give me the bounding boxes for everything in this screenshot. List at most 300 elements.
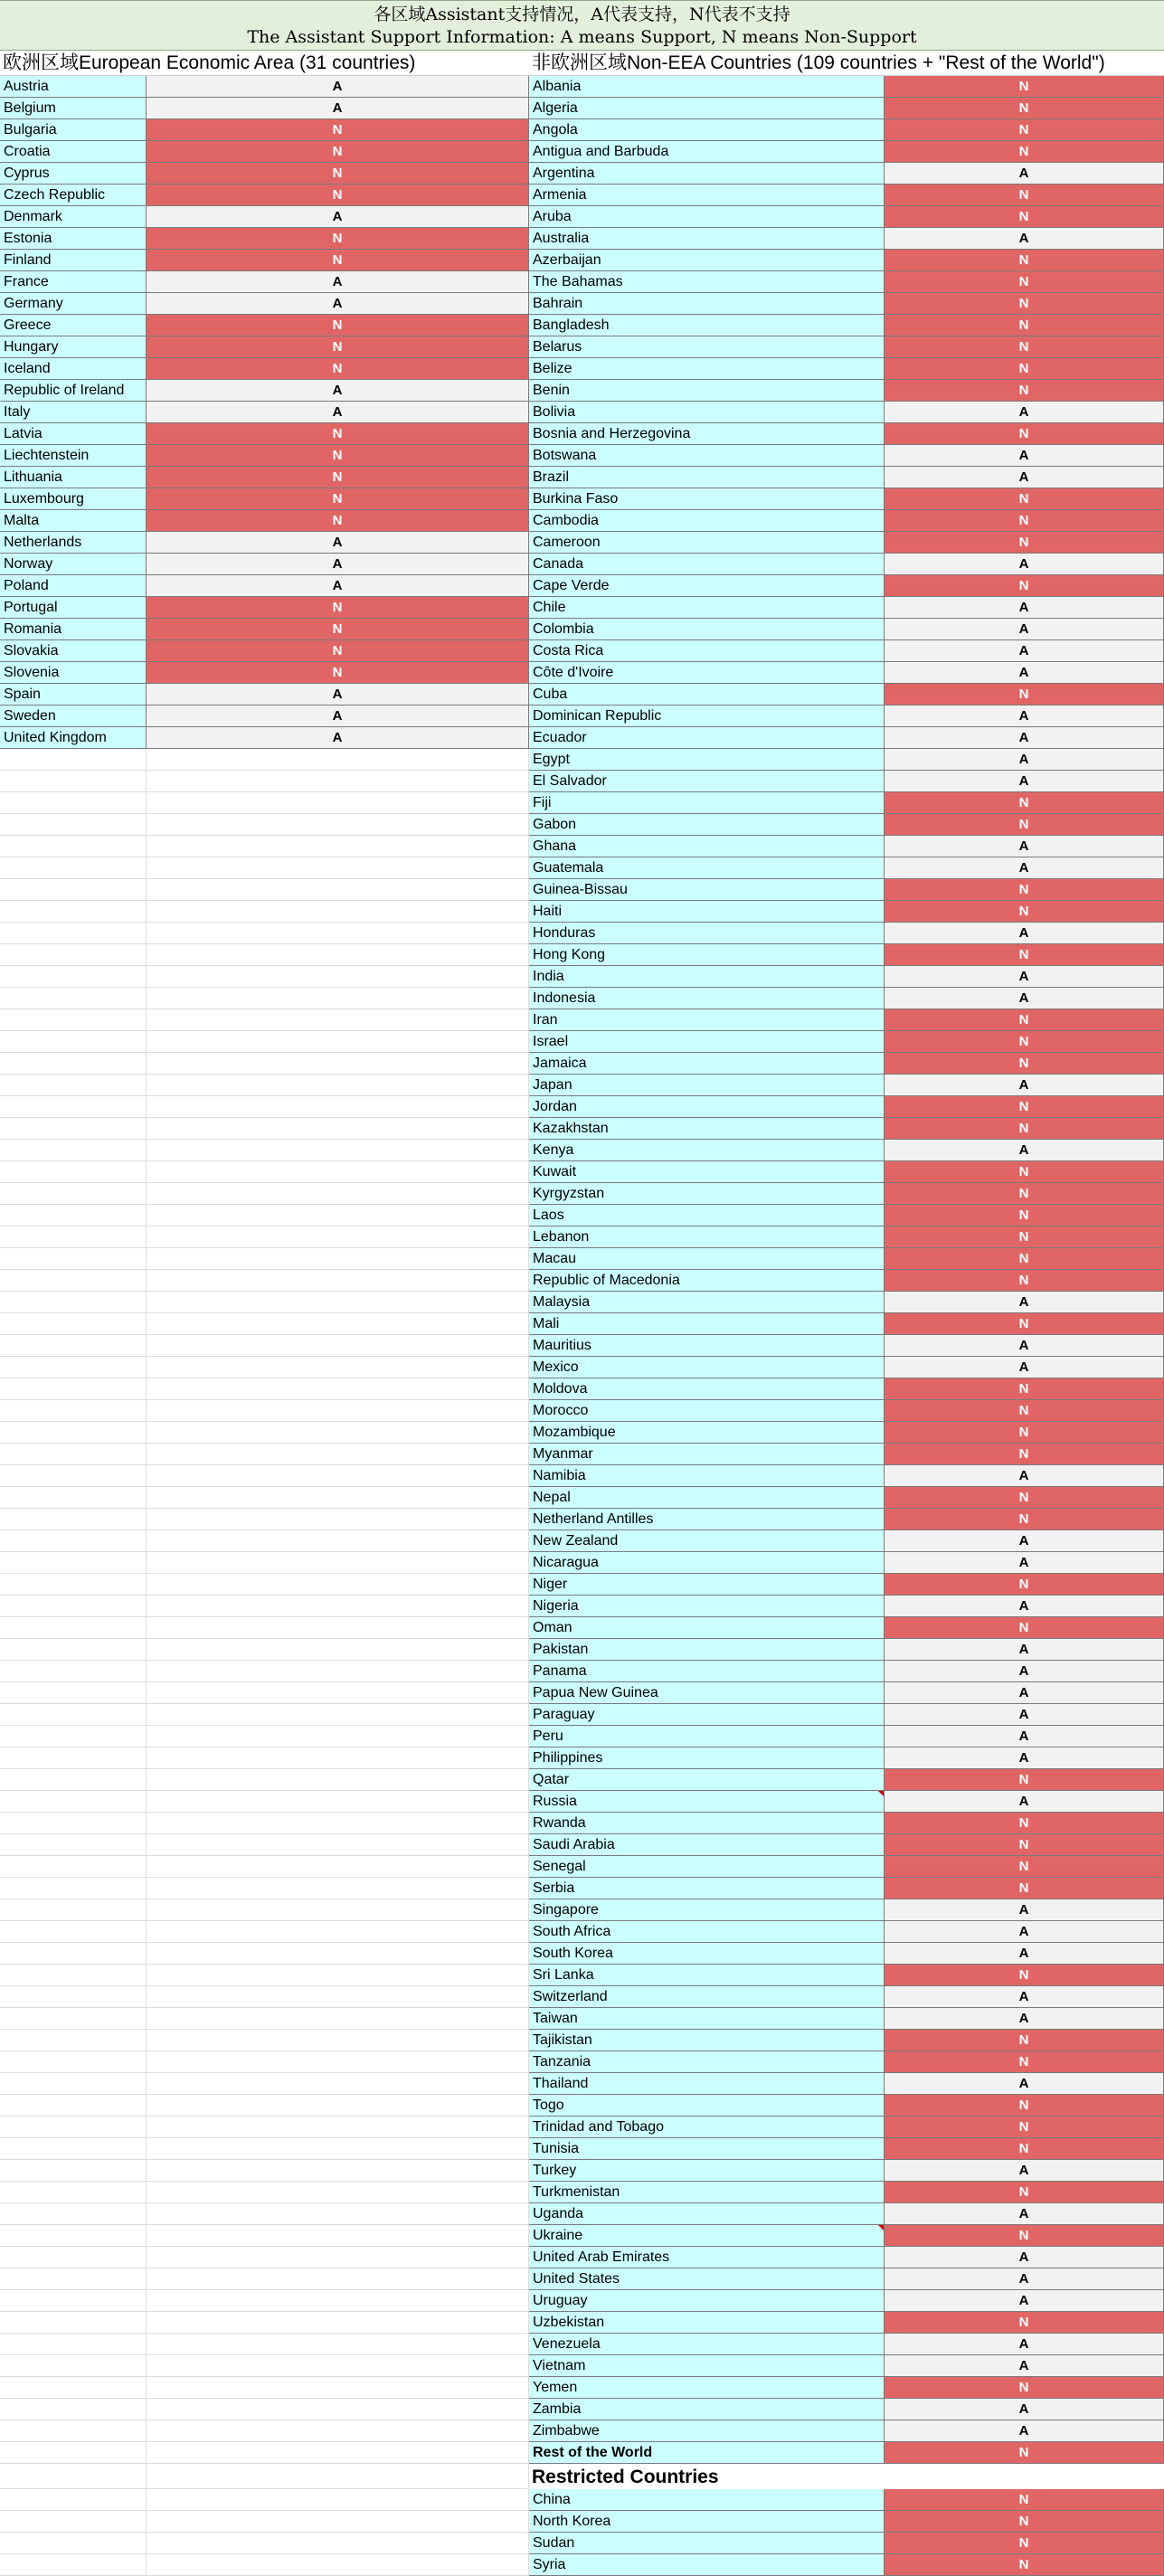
empty-cell[interactable]: [147, 1487, 529, 1509]
eea-status-cell[interactable]: N: [147, 662, 529, 684]
empty-cell[interactable]: [147, 1292, 529, 1313]
empty-cell[interactable]: [0, 2554, 147, 2576]
non-eea-status-cell[interactable]: N: [885, 1053, 1164, 1075]
non-eea-status-cell[interactable]: A: [885, 1292, 1164, 1313]
empty-cell[interactable]: [147, 1140, 529, 1161]
non-eea-status-cell[interactable]: A: [885, 1943, 1164, 1965]
non-eea-country-cell[interactable]: Brazil: [529, 467, 885, 488]
non-eea-status-cell[interactable]: N: [885, 1378, 1164, 1400]
non-eea-country-cell[interactable]: Mali: [529, 1313, 885, 1335]
non-eea-country-cell[interactable]: Moldova: [529, 1378, 885, 1400]
eea-country-cell[interactable]: United Kingdom: [0, 727, 147, 749]
non-eea-status-cell[interactable]: N: [885, 1856, 1164, 1878]
non-eea-status-cell[interactable]: A: [885, 1661, 1164, 1682]
eea-country-cell[interactable]: Germany: [0, 293, 147, 315]
empty-cell[interactable]: [0, 2138, 147, 2160]
non-eea-country-cell[interactable]: Ghana: [529, 836, 885, 857]
empty-cell[interactable]: [0, 1183, 147, 1205]
non-eea-status-cell[interactable]: A: [885, 1726, 1164, 1747]
non-eea-country-cell[interactable]: Costa Rica: [529, 640, 885, 662]
empty-cell[interactable]: [0, 1378, 147, 1400]
eea-status-cell[interactable]: A: [147, 271, 529, 293]
non-eea-country-cell[interactable]: Mozambique: [529, 1422, 885, 1444]
empty-cell[interactable]: [147, 2554, 529, 2576]
non-eea-status-cell[interactable]: N: [885, 1031, 1164, 1053]
non-eea-status-cell[interactable]: N: [885, 2117, 1164, 2138]
eea-status-cell[interactable]: A: [147, 706, 529, 727]
non-eea-country-cell[interactable]: Rwanda: [529, 1813, 885, 1834]
non-eea-status-cell[interactable]: N: [885, 1509, 1164, 1530]
comment-indicator-icon[interactable]: [878, 1791, 884, 1796]
empty-cell[interactable]: [147, 1791, 529, 1813]
eea-status-cell[interactable]: N: [147, 423, 529, 445]
non-eea-country-cell[interactable]: Republic of Macedonia: [529, 1270, 885, 1292]
non-eea-country-cell[interactable]: Armenia: [529, 185, 885, 206]
empty-cell[interactable]: [0, 2095, 147, 2117]
empty-cell[interactable]: [147, 2533, 529, 2554]
non-eea-status-cell[interactable]: A: [885, 1335, 1164, 1357]
empty-cell[interactable]: [0, 2533, 147, 2554]
empty-cell[interactable]: [147, 836, 529, 857]
non-eea-country-cell[interactable]: Singapore: [529, 1899, 885, 1921]
empty-cell[interactable]: [147, 1226, 529, 1248]
non-eea-country-cell[interactable]: Trinidad and Tobago: [529, 2117, 885, 2138]
empty-cell[interactable]: [147, 1096, 529, 1118]
eea-country-cell[interactable]: Greece: [0, 315, 147, 336]
empty-cell[interactable]: [0, 2008, 147, 2030]
non-eea-status-cell[interactable]: N: [885, 185, 1164, 206]
empty-cell[interactable]: [147, 1444, 529, 1465]
non-eea-country-cell[interactable]: Hong Kong: [529, 944, 885, 966]
empty-cell[interactable]: [0, 1009, 147, 1031]
non-eea-country-cell[interactable]: Yemen: [529, 2377, 885, 2399]
empty-cell[interactable]: [147, 2030, 529, 2051]
empty-cell[interactable]: [147, 1878, 529, 1899]
empty-cell[interactable]: [147, 1769, 529, 1791]
non-eea-status-cell[interactable]: A: [885, 445, 1164, 467]
non-eea-status-cell[interactable]: N: [885, 76, 1164, 98]
empty-cell[interactable]: [147, 1378, 529, 1400]
non-eea-country-cell[interactable]: Bangladesh: [529, 315, 885, 336]
empty-cell[interactable]: [147, 1270, 529, 1292]
empty-cell[interactable]: [0, 1530, 147, 1552]
non-eea-status-cell[interactable]: N: [885, 944, 1164, 966]
eea-status-cell[interactable]: A: [147, 293, 529, 315]
non-eea-country-cell[interactable]: Angola: [529, 119, 885, 141]
empty-cell[interactable]: [0, 1791, 147, 1813]
empty-cell[interactable]: [0, 1313, 147, 1335]
non-eea-country-cell[interactable]: Myanmar: [529, 1444, 885, 1465]
empty-cell[interactable]: [0, 2489, 147, 2511]
non-eea-status-cell[interactable]: A: [885, 966, 1164, 988]
non-eea-status-cell[interactable]: N: [885, 2051, 1164, 2073]
empty-cell[interactable]: [0, 1769, 147, 1791]
eea-status-cell[interactable]: N: [147, 315, 529, 336]
non-eea-status-cell[interactable]: N: [885, 271, 1164, 293]
non-eea-country-cell[interactable]: Egypt: [529, 749, 885, 771]
non-eea-country-cell[interactable]: New Zealand: [529, 1530, 885, 1552]
empty-cell[interactable]: [147, 1400, 529, 1422]
empty-cell[interactable]: [0, 2377, 147, 2399]
empty-cell[interactable]: [0, 1878, 147, 1899]
non-eea-status-cell[interactable]: A: [885, 1921, 1164, 1943]
empty-cell[interactable]: [0, 2290, 147, 2312]
non-eea-country-cell[interactable]: Benin: [529, 380, 885, 402]
eea-status-cell[interactable]: A: [147, 575, 529, 597]
empty-cell[interactable]: [147, 857, 529, 879]
non-eea-status-cell[interactable]: N: [885, 575, 1164, 597]
empty-cell[interactable]: [0, 2442, 147, 2464]
non-eea-country-cell[interactable]: Macau: [529, 1248, 885, 1270]
non-eea-status-cell[interactable]: A: [885, 2268, 1164, 2290]
empty-cell[interactable]: [147, 1943, 529, 1965]
non-eea-status-cell[interactable]: N: [885, 1574, 1164, 1596]
non-eea-country-cell[interactable]: Albania: [529, 76, 885, 98]
non-eea-status-cell[interactable]: A: [885, 1747, 1164, 1769]
non-eea-country-cell[interactable]: Jordan: [529, 1096, 885, 1118]
eea-country-cell[interactable]: Denmark: [0, 206, 147, 228]
non-eea-status-cell[interactable]: A: [885, 1465, 1164, 1487]
empty-cell[interactable]: [0, 1899, 147, 1921]
non-eea-country-cell[interactable]: Jamaica: [529, 1053, 885, 1075]
empty-cell[interactable]: [0, 1726, 147, 1747]
non-eea-status-cell[interactable]: N: [885, 1400, 1164, 1422]
empty-cell[interactable]: [0, 1075, 147, 1096]
empty-cell[interactable]: [0, 1965, 147, 1986]
non-eea-country-cell[interactable]: Uruguay: [529, 2290, 885, 2312]
non-eea-status-cell[interactable]: N: [885, 1226, 1164, 1248]
non-eea-status-cell[interactable]: N: [885, 2442, 1164, 2464]
empty-cell[interactable]: [0, 1509, 147, 1530]
non-eea-status-cell[interactable]: A: [885, 1639, 1164, 1661]
empty-cell[interactable]: [147, 1357, 529, 1378]
empty-cell[interactable]: [147, 1552, 529, 1574]
non-eea-status-cell[interactable]: A: [885, 1075, 1164, 1096]
empty-cell[interactable]: [0, 1813, 147, 1834]
non-eea-status-cell[interactable]: N: [885, 2030, 1164, 2051]
empty-cell[interactable]: [0, 1552, 147, 1574]
eea-country-cell[interactable]: Lithuania: [0, 467, 147, 488]
eea-country-cell[interactable]: Bulgaria: [0, 119, 147, 141]
non-eea-status-cell[interactable]: A: [885, 2355, 1164, 2377]
empty-cell[interactable]: [147, 1921, 529, 1943]
eea-country-cell[interactable]: Italy: [0, 402, 147, 423]
non-eea-country-cell[interactable]: Ecuador: [529, 727, 885, 749]
empty-cell[interactable]: [147, 2051, 529, 2073]
eea-status-cell[interactable]: A: [147, 554, 529, 575]
non-eea-country-cell[interactable]: Rest of the World: [529, 2442, 885, 2464]
eea-country-cell[interactable]: Croatia: [0, 141, 147, 163]
empty-cell[interactable]: [147, 1183, 529, 1205]
empty-cell[interactable]: [0, 1292, 147, 1313]
empty-cell[interactable]: [147, 1682, 529, 1704]
non-eea-status-cell[interactable]: A: [885, 1140, 1164, 1161]
empty-cell[interactable]: [147, 1053, 529, 1075]
non-eea-country-cell[interactable]: Taiwan: [529, 2008, 885, 2030]
empty-cell[interactable]: [0, 901, 147, 923]
non-eea-country-cell[interactable]: Cameroon: [529, 532, 885, 554]
eea-status-cell[interactable]: N: [147, 467, 529, 488]
non-eea-country-cell[interactable]: Indonesia: [529, 988, 885, 1009]
empty-cell[interactable]: [147, 814, 529, 836]
non-eea-status-cell[interactable]: N: [885, 1965, 1164, 1986]
eea-status-cell[interactable]: N: [147, 619, 529, 640]
empty-cell[interactable]: [147, 1726, 529, 1747]
eea-status-cell[interactable]: N: [147, 445, 529, 467]
empty-cell[interactable]: [0, 1140, 147, 1161]
empty-cell[interactable]: [0, 1444, 147, 1465]
empty-cell[interactable]: [0, 2182, 147, 2203]
non-eea-country-cell[interactable]: El Salvador: [529, 771, 885, 792]
non-eea-status-cell[interactable]: N: [885, 119, 1164, 141]
eea-status-cell[interactable]: N: [147, 640, 529, 662]
non-eea-country-cell[interactable]: Bolivia: [529, 402, 885, 423]
empty-cell[interactable]: [147, 2464, 529, 2489]
eea-status-cell[interactable]: A: [147, 76, 529, 98]
eea-country-cell[interactable]: France: [0, 271, 147, 293]
eea-country-cell[interactable]: Republic of Ireland: [0, 380, 147, 402]
non-eea-status-cell[interactable]: A: [885, 2160, 1164, 2182]
non-eea-country-cell[interactable]: Tajikistan: [529, 2030, 885, 2051]
empty-cell[interactable]: [0, 2117, 147, 2138]
non-eea-status-cell[interactable]: N: [885, 2377, 1164, 2399]
empty-cell[interactable]: [147, 2377, 529, 2399]
empty-cell[interactable]: [147, 1031, 529, 1053]
eea-status-cell[interactable]: N: [147, 510, 529, 532]
non-eea-country-cell[interactable]: Peru: [529, 1726, 885, 1747]
restricted-header[interactable]: Restricted Countries: [529, 2464, 1164, 2489]
non-eea-country-cell[interactable]: Senegal: [529, 1856, 885, 1878]
empty-cell[interactable]: [147, 879, 529, 901]
empty-cell[interactable]: [147, 2511, 529, 2533]
non-eea-status-cell[interactable]: N: [885, 901, 1164, 923]
empty-cell[interactable]: [147, 1596, 529, 1617]
eea-country-cell[interactable]: Norway: [0, 554, 147, 575]
empty-cell[interactable]: [0, 879, 147, 901]
non-eea-status-cell[interactable]: N: [885, 2225, 1164, 2247]
eea-status-cell[interactable]: A: [147, 206, 529, 228]
eea-status-cell[interactable]: N: [147, 488, 529, 510]
non-eea-status-cell[interactable]: N: [885, 1248, 1164, 1270]
empty-cell[interactable]: [0, 2247, 147, 2268]
eea-country-cell[interactable]: Belgium: [0, 98, 147, 119]
non-eea-country-cell[interactable]: Dominican Republic: [529, 706, 885, 727]
non-eea-country-cell[interactable]: Nigeria: [529, 1596, 885, 1617]
non-eea-country-cell[interactable]: Cuba: [529, 684, 885, 706]
eea-country-cell[interactable]: Sweden: [0, 706, 147, 727]
restricted-country-cell[interactable]: Sudan: [529, 2533, 885, 2554]
non-eea-status-cell[interactable]: N: [885, 2095, 1164, 2117]
non-eea-status-cell[interactable]: N: [885, 2312, 1164, 2334]
eea-country-cell[interactable]: Czech Republic: [0, 185, 147, 206]
non-eea-status-cell[interactable]: N: [885, 1270, 1164, 1292]
non-eea-country-cell[interactable]: Bahrain: [529, 293, 885, 315]
non-eea-status-cell[interactable]: N: [885, 1834, 1164, 1856]
empty-cell[interactable]: [147, 1205, 529, 1226]
empty-cell[interactable]: [0, 836, 147, 857]
eea-status-cell[interactable]: N: [147, 597, 529, 619]
non-eea-country-cell[interactable]: Burkina Faso: [529, 488, 885, 510]
eea-country-cell[interactable]: Portugal: [0, 597, 147, 619]
eea-status-cell[interactable]: A: [147, 380, 529, 402]
eea-status-cell[interactable]: A: [147, 532, 529, 554]
non-eea-status-cell[interactable]: A: [885, 1704, 1164, 1726]
non-eea-status-cell[interactable]: N: [885, 792, 1164, 814]
empty-cell[interactable]: [0, 1053, 147, 1075]
non-eea-status-cell[interactable]: A: [885, 857, 1164, 879]
empty-cell[interactable]: [0, 2203, 147, 2225]
empty-cell[interactable]: [0, 1574, 147, 1596]
non-eea-status-cell[interactable]: A: [885, 2073, 1164, 2095]
empty-cell[interactable]: [147, 966, 529, 988]
empty-cell[interactable]: [0, 857, 147, 879]
non-eea-status-cell[interactable]: A: [885, 1596, 1164, 1617]
non-eea-status-cell[interactable]: A: [885, 1530, 1164, 1552]
empty-cell[interactable]: [147, 2290, 529, 2312]
non-eea-country-cell[interactable]: Gabon: [529, 814, 885, 836]
restricted-status-cell[interactable]: N: [885, 2533, 1164, 2554]
eea-header[interactable]: 欧洲区域European Economic Area (31 countries): [0, 51, 529, 76]
empty-cell[interactable]: [147, 2312, 529, 2334]
eea-country-cell[interactable]: Latvia: [0, 423, 147, 445]
eea-country-cell[interactable]: Spain: [0, 684, 147, 706]
empty-cell[interactable]: [147, 1639, 529, 1661]
empty-cell[interactable]: [0, 2399, 147, 2420]
non-eea-country-cell[interactable]: Cambodia: [529, 510, 885, 532]
empty-cell[interactable]: [147, 2138, 529, 2160]
non-eea-status-cell[interactable]: N: [885, 684, 1164, 706]
non-eea-country-cell[interactable]: Serbia: [529, 1878, 885, 1899]
eea-country-cell[interactable]: Romania: [0, 619, 147, 640]
eea-status-cell[interactable]: N: [147, 163, 529, 185]
eea-country-cell[interactable]: Slovakia: [0, 640, 147, 662]
empty-cell[interactable]: [0, 771, 147, 792]
empty-cell[interactable]: [147, 1335, 529, 1357]
empty-cell[interactable]: [147, 2182, 529, 2203]
eea-country-cell[interactable]: Hungary: [0, 336, 147, 358]
empty-cell[interactable]: [147, 1530, 529, 1552]
non-eea-status-cell[interactable]: N: [885, 1205, 1164, 1226]
empty-cell[interactable]: [147, 749, 529, 771]
restricted-country-cell[interactable]: China: [529, 2489, 885, 2511]
eea-status-cell[interactable]: A: [147, 402, 529, 423]
empty-cell[interactable]: [0, 1096, 147, 1118]
non-eea-status-cell[interactable]: A: [885, 727, 1164, 749]
non-eea-country-cell[interactable]: Tanzania: [529, 2051, 885, 2073]
eea-status-cell[interactable]: N: [147, 358, 529, 380]
empty-cell[interactable]: [147, 1747, 529, 1769]
empty-cell[interactable]: [147, 2442, 529, 2464]
eea-country-cell[interactable]: Estonia: [0, 228, 147, 250]
non-eea-status-cell[interactable]: N: [885, 315, 1164, 336]
eea-status-cell[interactable]: N: [147, 185, 529, 206]
non-eea-status-cell[interactable]: N: [885, 293, 1164, 315]
eea-status-cell[interactable]: A: [147, 98, 529, 119]
empty-cell[interactable]: [147, 2095, 529, 2117]
non-eea-status-cell[interactable]: A: [885, 706, 1164, 727]
non-eea-status-cell[interactable]: A: [885, 662, 1164, 684]
non-eea-status-cell[interactable]: N: [885, 488, 1164, 510]
empty-cell[interactable]: [0, 1161, 147, 1183]
non-eea-country-cell[interactable]: Ukraine: [529, 2225, 885, 2247]
non-eea-status-cell[interactable]: N: [885, 1096, 1164, 1118]
non-eea-status-cell[interactable]: A: [885, 1986, 1164, 2008]
non-eea-status-cell[interactable]: A: [885, 163, 1164, 185]
non-eea-country-cell[interactable]: Papua New Guinea: [529, 1682, 885, 1704]
non-eea-country-cell[interactable]: South Korea: [529, 1943, 885, 1965]
empty-cell[interactable]: [0, 1856, 147, 1878]
non-eea-country-cell[interactable]: Saudi Arabia: [529, 1834, 885, 1856]
non-eea-country-cell[interactable]: Argentina: [529, 163, 885, 185]
non-eea-status-cell[interactable]: N: [885, 814, 1164, 836]
empty-cell[interactable]: [147, 2489, 529, 2511]
non-eea-status-cell[interactable]: N: [885, 1487, 1164, 1509]
empty-cell[interactable]: [147, 2334, 529, 2355]
non-eea-status-cell[interactable]: A: [885, 1791, 1164, 1813]
empty-cell[interactable]: [147, 1509, 529, 1530]
non-eea-status-cell[interactable]: N: [885, 1422, 1164, 1444]
non-eea-country-cell[interactable]: Cape Verde: [529, 575, 885, 597]
non-eea-status-cell[interactable]: A: [885, 228, 1164, 250]
non-eea-status-cell[interactable]: A: [885, 2420, 1164, 2442]
empty-cell[interactable]: [0, 1921, 147, 1943]
non-eea-status-cell[interactable]: A: [885, 923, 1164, 944]
non-eea-country-cell[interactable]: United States: [529, 2268, 885, 2290]
non-eea-country-cell[interactable]: Algeria: [529, 98, 885, 119]
empty-cell[interactable]: [0, 1596, 147, 1617]
empty-cell[interactable]: [147, 2073, 529, 2095]
non-eea-status-cell[interactable]: A: [885, 836, 1164, 857]
empty-cell[interactable]: [0, 1118, 147, 1140]
non-eea-country-cell[interactable]: Botswana: [529, 445, 885, 467]
empty-cell[interactable]: [0, 2225, 147, 2247]
non-eea-status-cell[interactable]: N: [885, 141, 1164, 163]
empty-cell[interactable]: [0, 2030, 147, 2051]
non-eea-status-cell[interactable]: A: [885, 1357, 1164, 1378]
non-eea-status-cell[interactable]: N: [885, 380, 1164, 402]
non-eea-country-cell[interactable]: Sri Lanka: [529, 1965, 885, 1986]
non-eea-status-cell[interactable]: N: [885, 1183, 1164, 1205]
non-eea-status-cell[interactable]: N: [885, 1313, 1164, 1335]
eea-country-cell[interactable]: Iceland: [0, 358, 147, 380]
empty-cell[interactable]: [147, 2203, 529, 2225]
non-eea-status-cell[interactable]: N: [885, 879, 1164, 901]
empty-cell[interactable]: [147, 1465, 529, 1487]
empty-cell[interactable]: [0, 1747, 147, 1769]
empty-cell[interactable]: [0, 1986, 147, 2008]
non-eea-status-cell[interactable]: A: [885, 2203, 1164, 2225]
non-eea-country-cell[interactable]: Fiji: [529, 792, 885, 814]
non-eea-country-cell[interactable]: Paraguay: [529, 1704, 885, 1726]
restricted-status-cell[interactable]: N: [885, 2511, 1164, 2533]
empty-cell[interactable]: [147, 1899, 529, 1921]
non-eea-status-cell[interactable]: N: [885, 358, 1164, 380]
non-eea-country-cell[interactable]: United Arab Emirates: [529, 2247, 885, 2268]
non-eea-country-cell[interactable]: Japan: [529, 1075, 885, 1096]
non-eea-country-cell[interactable]: Azerbaijan: [529, 250, 885, 271]
eea-country-cell[interactable]: Luxembourg: [0, 488, 147, 510]
non-eea-country-cell[interactable]: Nepal: [529, 1487, 885, 1509]
eea-status-cell[interactable]: A: [147, 727, 529, 749]
non-eea-status-cell[interactable]: N: [885, 206, 1164, 228]
empty-cell[interactable]: [147, 1965, 529, 1986]
empty-cell[interactable]: [0, 1661, 147, 1682]
restricted-status-cell[interactable]: N: [885, 2489, 1164, 2511]
non-eea-status-cell[interactable]: A: [885, 640, 1164, 662]
empty-cell[interactable]: [0, 2268, 147, 2290]
non-eea-country-cell[interactable]: Iran: [529, 1009, 885, 1031]
empty-cell[interactable]: [0, 1031, 147, 1053]
